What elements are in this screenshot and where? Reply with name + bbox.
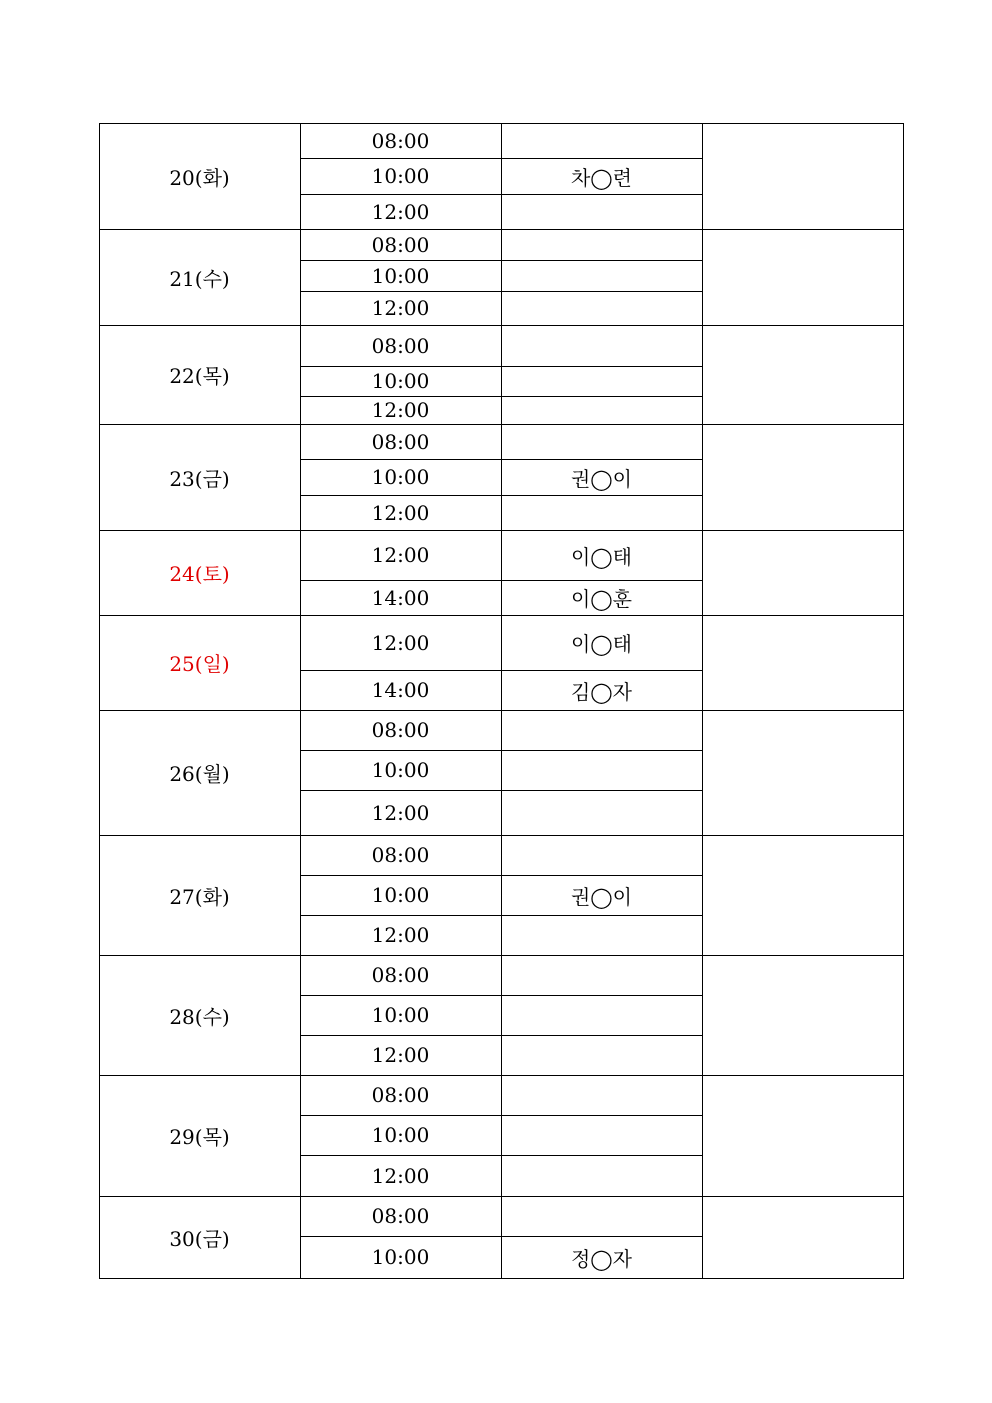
- date-cell: 20(화): [169, 165, 230, 190]
- time-cell: 10:00: [371, 369, 430, 393]
- name-cell: [501, 396, 702, 424]
- time-cell: 08:00: [371, 232, 430, 257]
- note-cell: [702, 325, 904, 424]
- name-cell: [501, 1196, 702, 1236]
- time-cell: 10:00: [371, 465, 430, 489]
- time-cell: 08:00: [371, 333, 430, 358]
- date-cell: 29(목): [169, 1125, 230, 1149]
- note-cell: [702, 710, 904, 835]
- name-cell: [501, 123, 702, 158]
- time-cell: 12:00: [371, 199, 430, 224]
- column-border: [702, 123, 703, 1279]
- name-cell: [501, 1035, 702, 1075]
- name-cell: 이◯태: [570, 544, 633, 569]
- name-cell: [501, 790, 702, 835]
- time-cell: 08:00: [371, 1083, 430, 1107]
- time-cell: 10:00: [371, 758, 430, 782]
- name-cell: 차◯련: [570, 165, 633, 190]
- time-cell: 12:00: [371, 398, 430, 422]
- name-cell: [501, 229, 702, 260]
- name-cell: [501, 915, 702, 955]
- time-cell: 10:00: [371, 164, 430, 188]
- column-border: [300, 123, 301, 1279]
- time-cell: 10:00: [371, 883, 430, 907]
- note-cell: [702, 424, 904, 530]
- name-cell: [501, 710, 702, 750]
- date-cell: 27(화): [169, 884, 230, 909]
- time-cell: 10:00: [371, 1245, 430, 1269]
- time-cell: 12:00: [371, 800, 430, 825]
- note-cell: [702, 530, 904, 615]
- column-border: [903, 123, 904, 1279]
- time-cell: 08:00: [371, 963, 430, 987]
- name-cell: [501, 495, 702, 530]
- note-cell: [702, 1196, 904, 1278]
- date-cell: 22(목): [169, 364, 230, 388]
- date-cell: 26(월): [169, 762, 230, 786]
- schedule-table: [99, 123, 904, 1279]
- date-cell: 23(금): [169, 466, 230, 491]
- name-cell: [501, 260, 702, 291]
- time-cell: 12:00: [371, 296, 430, 320]
- time-cell: 10:00: [371, 1003, 430, 1027]
- name-cell: 권◯이: [570, 466, 633, 491]
- time-cell: 12:00: [371, 630, 430, 655]
- time-cell: 14:00: [371, 585, 430, 610]
- note-cell: [702, 955, 904, 1075]
- column-border: [501, 123, 502, 1279]
- time-cell: 08:00: [371, 1204, 430, 1228]
- time-cell: 12:00: [371, 1043, 430, 1067]
- note-cell: [702, 1075, 904, 1196]
- time-cell: 08:00: [371, 429, 430, 454]
- note-cell: [702, 615, 904, 710]
- note-cell: [702, 835, 904, 955]
- name-cell: [501, 995, 702, 1035]
- name-cell: [501, 1075, 702, 1115]
- date-cell: 21(수): [169, 266, 230, 291]
- name-cell: [501, 325, 702, 366]
- time-cell: 12:00: [371, 543, 430, 567]
- time-cell: 08:00: [371, 128, 430, 153]
- time-cell: 12:00: [371, 1163, 430, 1188]
- name-cell: 정◯자: [570, 1246, 633, 1271]
- name-cell: 이◯훈: [570, 587, 633, 611]
- date-cell: 30(금): [169, 1226, 230, 1251]
- column-border: [99, 123, 100, 1279]
- name-cell: [501, 750, 702, 790]
- time-cell: 08:00: [371, 843, 430, 867]
- name-cell: 이◯태: [570, 632, 633, 656]
- name-cell: 권◯이: [570, 884, 633, 909]
- time-cell: 14:00: [371, 678, 430, 702]
- time-cell: 10:00: [371, 1123, 430, 1147]
- note-cell: [702, 229, 904, 325]
- time-cell: 10:00: [371, 263, 430, 288]
- name-cell: [501, 291, 702, 325]
- name-cell: [501, 366, 702, 396]
- time-cell: 12:00: [371, 923, 430, 947]
- name-cell: 김◯자: [570, 679, 633, 704]
- name-cell: [501, 424, 702, 459]
- name-cell: [501, 955, 702, 995]
- date-cell: 24(토): [169, 562, 230, 586]
- time-cell: 08:00: [371, 718, 430, 742]
- date-cell: 25(일): [169, 652, 230, 676]
- name-cell: [501, 1155, 702, 1196]
- date-cell: 28(수): [169, 1004, 230, 1029]
- name-cell: [501, 1115, 702, 1155]
- name-cell: [501, 835, 702, 875]
- note-cell: [702, 123, 904, 229]
- time-cell: 12:00: [371, 500, 430, 525]
- name-cell: [501, 194, 702, 229]
